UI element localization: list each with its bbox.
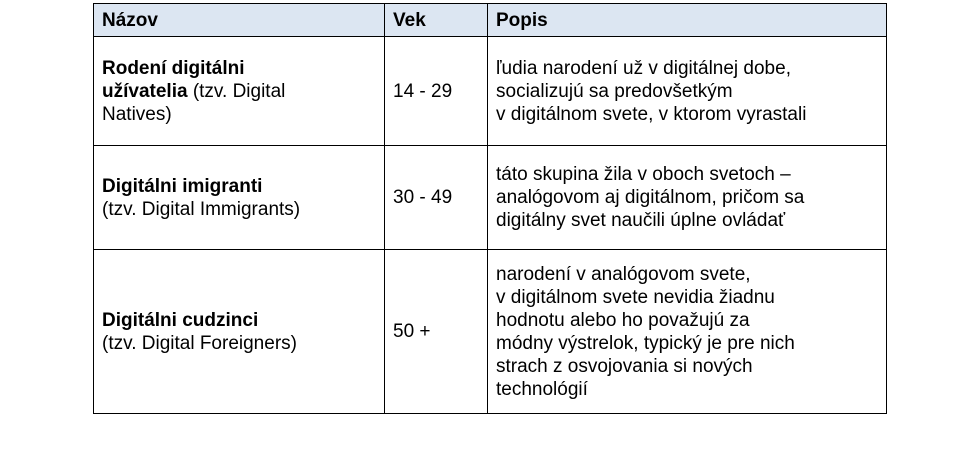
description-line: v digitálnom svete nevidia žiadnu [496,286,775,308]
name-rest-line: Natives) [102,103,172,125]
description-line: ľudia narodení už v digitálnej dobe, [496,57,791,79]
name-bold-line-1: Rodení digitálni [102,57,245,79]
name-bold: Digitálni cudzinci [102,309,259,331]
header-age: Vek [385,4,488,37]
description-cell [488,250,887,414]
table-row-digital-natives [94,37,887,146]
table-row-digital-immigrants [94,146,887,250]
name-rest: (tzv. Digital Foreigners) [102,332,297,354]
name-bold: Digitálni imigranti [102,175,263,197]
description-line: socializujú sa predovšetkým [496,80,733,102]
age-cell: 30 - 49 [385,146,488,250]
description-cell [488,146,887,250]
description-line: táto skupina žila v oboch svetoch – [496,164,791,185]
header-row [94,4,887,37]
name-rest: (tzv. Digital Immigrants) [102,198,301,220]
description-line: strach z osvojovania si nových [496,355,753,377]
description-line: digitálny svet naučili úplne ovládať [496,210,786,231]
name-cell [94,250,385,414]
table-row-digital-foreigners [94,250,887,414]
description-line: analógovom aj digitálnom, pričom sa [496,187,805,208]
description-line: v digitálnom svete, v ktorom vyrastali [496,103,807,125]
age-cell: 50 + [385,250,488,414]
generations-table [93,3,887,414]
name-rest-inline: (tzv. Digital [187,80,286,102]
description-line: technológií [496,378,588,400]
description-cell [488,37,887,146]
table-header [94,4,887,37]
description-line: narodení v analógovom svete, [496,263,751,285]
description-line: módny výstrelok, typický je pre nich [496,332,795,354]
description-line: hodnotu alebo ho považujú za [496,309,750,331]
header-name: Názov [94,4,385,37]
age-cell: 14 - 29 [385,37,488,146]
name-cell [94,37,385,146]
name-cell [94,146,385,250]
name-bold-line-2: užívatelia [102,80,188,102]
table-body [94,37,887,414]
header-description: Popis [488,4,887,37]
